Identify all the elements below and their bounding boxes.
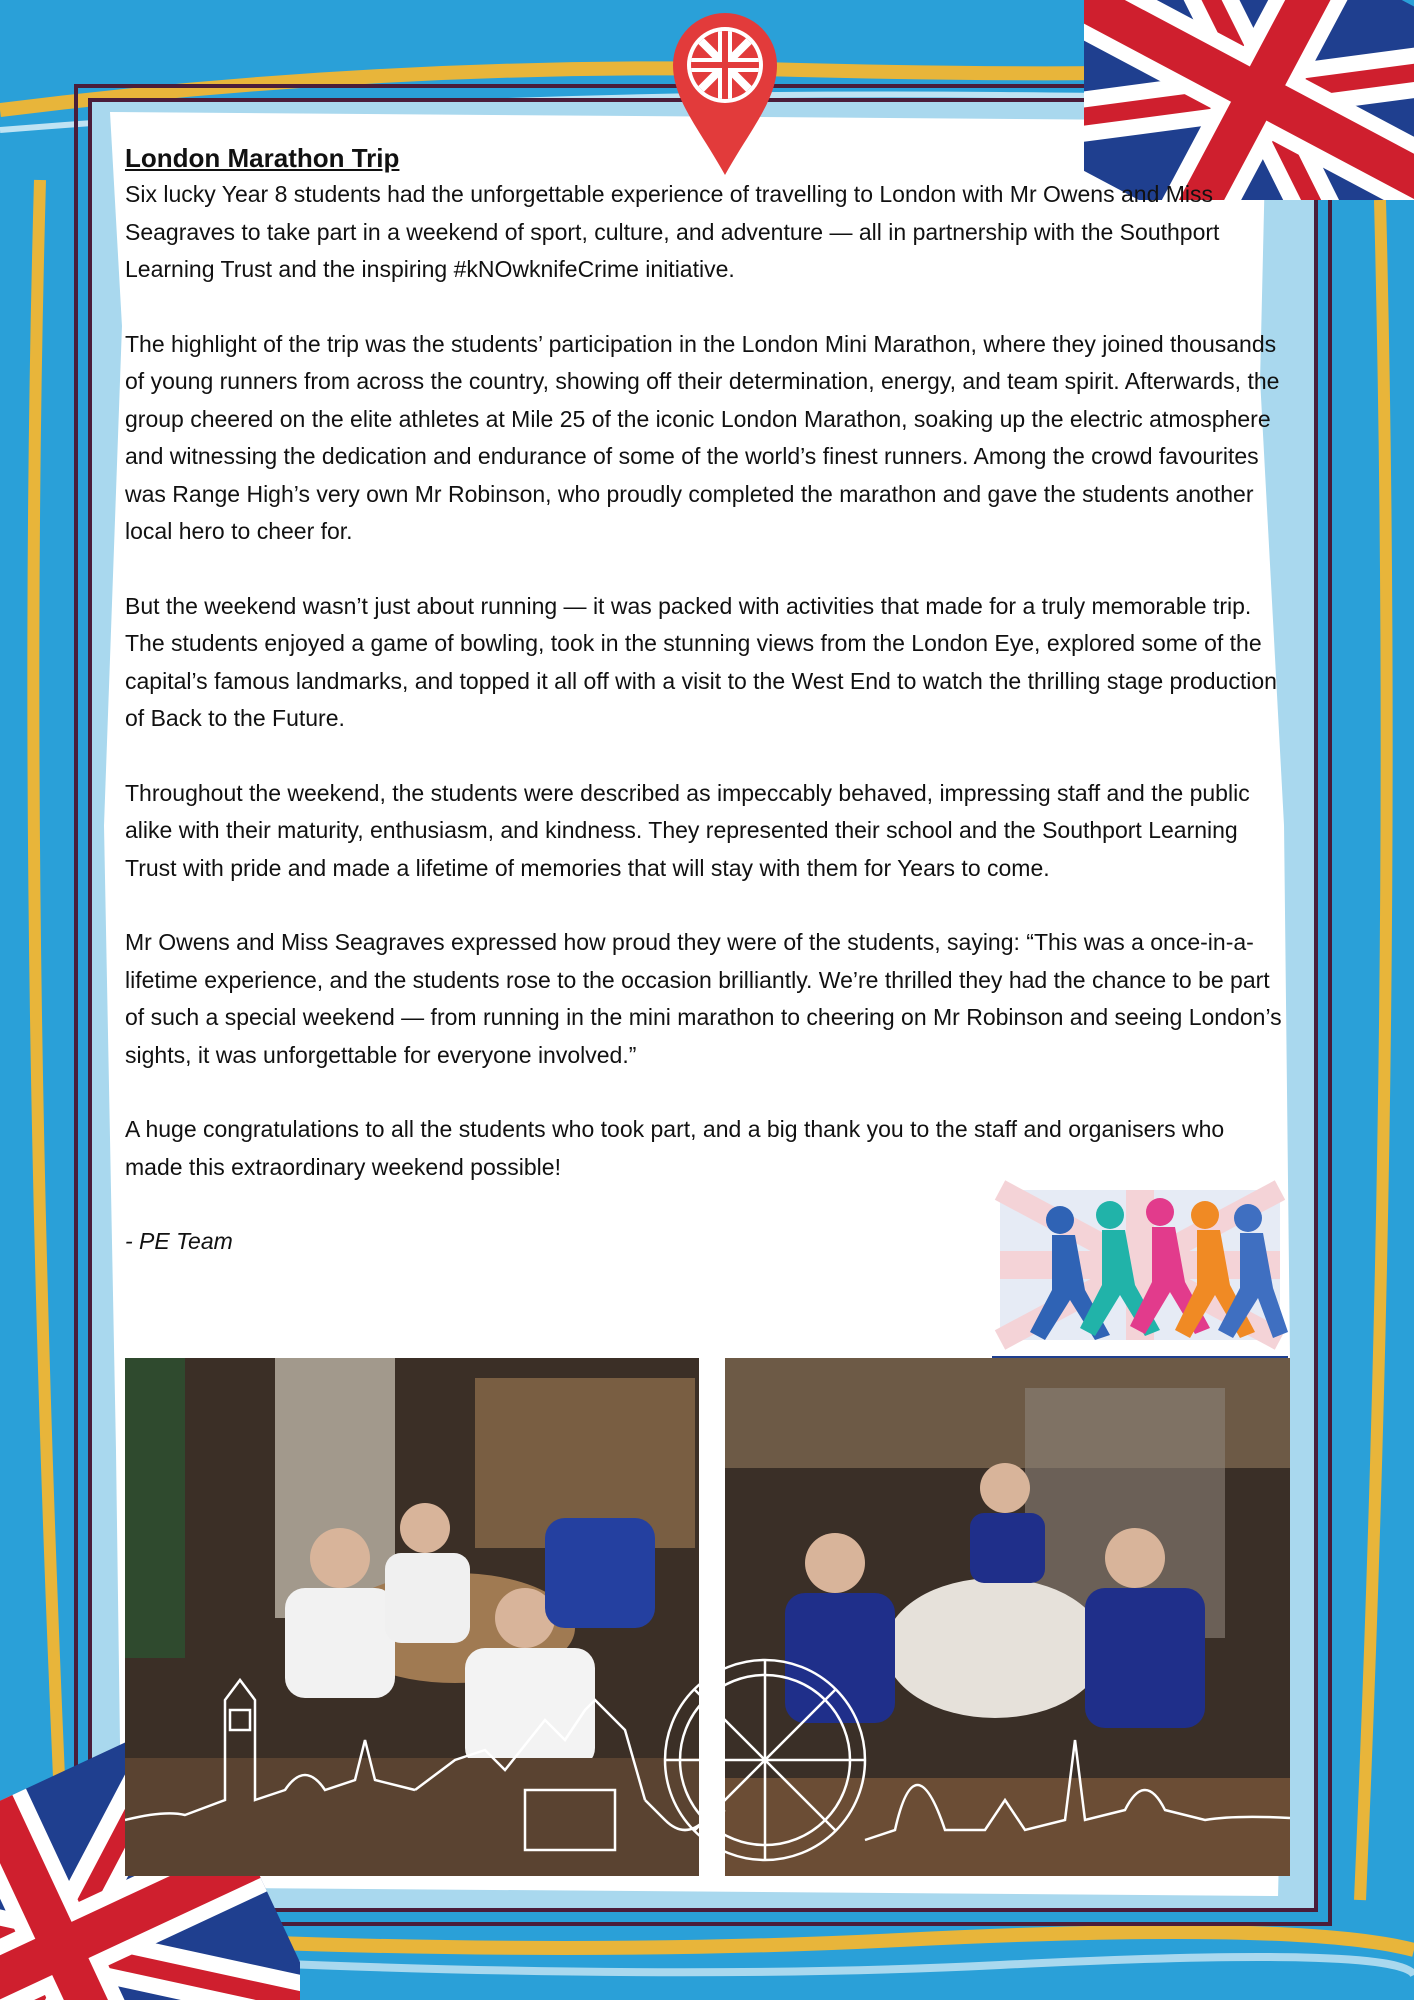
paragraph-behaviour: Throughout the weekend, the students were described as impeccably behaved, impressing staff and the public alike with their maturity, enthusiasm, and kindness. They represented their school and the Southport Learning Trust with pride and made a lifetime of memories that will stay with them for Years to come. (125, 779, 1250, 881)
signature: - PE Team (125, 1228, 233, 1254)
runners-illustration (990, 1160, 1290, 1360)
photo-students-right (725, 1358, 1290, 1876)
paragraph-activities: But the weekend wasn’t just about running — it was packed with activities that made for a truly memorable trip. The students enjoyed a game of bowling, took in the stunning views from the London Eye, explored some of the capital’s famous landmarks, and topped it all off with a visit to the West End to watch the thrilling stage production of Back to the Future. (125, 592, 1277, 731)
article-body (125, 140, 1285, 1261)
paragraph-intro: Six lucky Year 8 students had the unforgettable experience of travelling to London with Mr Owens and Miss Seagraves to take part in a weekend of sport, culture, and adventure — all in partnership with the Southport Learning Trust and the inspiring #kNOwknifeCrime initiative. (125, 181, 1220, 282)
article-title: London Marathon Trip (125, 143, 400, 173)
paragraph-thanks: A huge congratulations to all the students who took part, and a big thank you to the staff and organisers who made this extraordinary weekend possible! (125, 1116, 1225, 1180)
photo-students-left (125, 1358, 699, 1876)
paragraph-quote: Mr Owens and Miss Seagraves expressed how proud they were of the students, saying: “This was a once-in-a-lifetime experience, and the students rose to the occasion brilliantly. We’re thrilled they had the chance to be part of such a special weekend — from running in the mini marathon to cheering on Mr Robinson and seeing London’s sights, it was unforgettable for everyone involved.” (125, 929, 1282, 1068)
paragraph-highlight: The highlight of the trip was the students’ participation in the London Mini Marathon, where they joined thousands of young runners from across the country, showing off their determination, energy, and team spirit. Afterwards, the group cheered on the elite athletes at Mile 25 of the iconic London Marathon, soaking up the electric atmosphere and witnessing the dedication and endurance of some of the world’s finest runners. Among the crowd favourites was Range High’s very own Mr Robinson, who proudly completed the marathon and gave the students another local hero to cheer for. (125, 330, 1280, 544)
